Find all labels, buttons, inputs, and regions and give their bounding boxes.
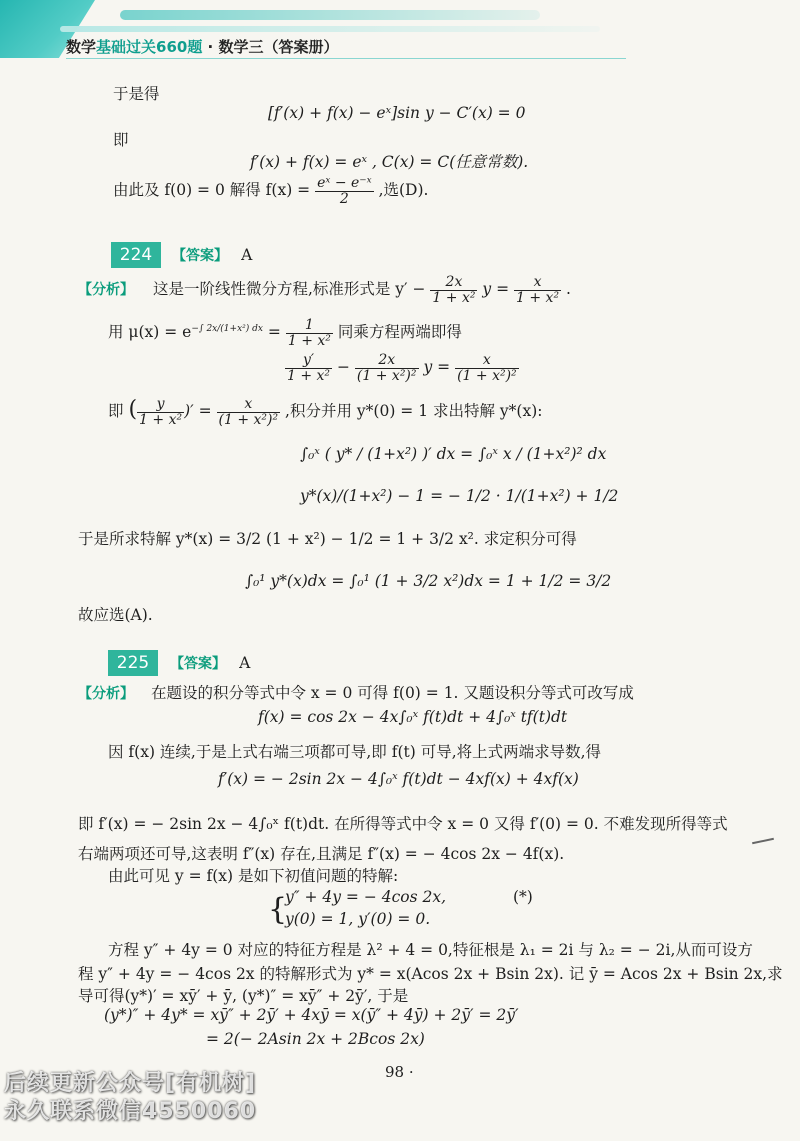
eq-a-den-2: (1 + x²)² — [356, 367, 417, 384]
text-yu-shi-de: 于是得 — [113, 85, 160, 103]
intro-frac-1-num: 2x — [445, 274, 463, 290]
ji-den-1: 1 + x² — [139, 411, 183, 428]
fraction-denominator: 2 — [315, 191, 374, 207]
watermark-line-2: 永久联系微信4550060 — [4, 1099, 257, 1124]
equation-224-a — [285, 353, 519, 383]
equation-prev-1: [f′(x) + f(x) − eˣ]sin y − C′(x) = 0 — [268, 104, 526, 122]
pencil-mark — [752, 838, 774, 845]
text-225-l5: 由此可见 y = f(x) 是如下初值问题的特解: — [108, 867, 399, 885]
ji-mid: )′ = — [184, 402, 212, 421]
analysis-225-l1 — [78, 681, 634, 703]
text-225-l4: 右端两项还可导,这表明 f″(x) 存在,且满足 f″(x) = − 4cos 2x − 4f(x). — [78, 845, 565, 863]
analysis-label: 【分析】 — [78, 686, 134, 702]
ji-den-2: (1 + x²)² — [218, 411, 279, 428]
eq-a-mid: y = — [423, 358, 451, 377]
mu-exponent: −∫ 2x/(1+x²) dx — [191, 324, 263, 335]
ji-line: 即 ( $\frac{y}{\text{1 + x²}}$ )′ = $\frac{x}{\text{(1 + x²)²}}$ ,积分并用 y*(0) = 1 求出特解 y*(x): — [108, 396, 543, 428]
eq-a-num-2: 2x — [378, 352, 396, 368]
equation-prev-2: f′(x) + f(x) = eˣ , C(x) = C(任意常数). — [250, 153, 529, 171]
mu-prefix: 用 μ(x) = e — [108, 323, 192, 342]
running-title-part1: 数学 — [66, 38, 97, 56]
eq-a-num-1: y′ — [302, 352, 315, 368]
running-title-part2: 基础过关660题 — [96, 38, 203, 56]
mu-suffix: 同乘方程两端即得 — [337, 323, 462, 342]
equation-225-2: f′(x) = − 2sin 2x − 4∫₀ˣ f(t)dt − 4xf(x) + 4xf(x) — [218, 770, 579, 788]
intro-frac-2-den: 1 + x² — [516, 289, 560, 306]
answer-label: 【答案】 — [172, 248, 228, 264]
running-title-part3: · 数学三（答案册） — [202, 38, 339, 56]
system-eq-1: y″ + 4y = − 4cos 2x, — [285, 888, 447, 906]
eq-a-frac-2 — [355, 353, 419, 383]
question-number-224: 224 — [111, 242, 161, 268]
intro-frac-1-den: 1 + x² — [432, 289, 476, 306]
answer-line-225 — [170, 653, 250, 673]
ji-frac-2 — [217, 397, 281, 427]
ji-frac-1 — [137, 397, 184, 427]
eq-a-minus: − — [336, 358, 350, 377]
header-stripe-decoration-2 — [60, 26, 600, 32]
intro-frac-2-num: x — [533, 274, 542, 290]
mu-frac-num: 1 — [304, 317, 314, 333]
definite-integral-line: ∫₀¹ y*(x)dx = ∫₀¹ (1 + 3/2 x²)dx = 1 + 1/2 = 3/2 — [245, 572, 612, 590]
intro-frac-2 — [514, 275, 561, 305]
system-eq-2: y(0) = 1, y′(0) = 0. — [285, 910, 431, 928]
text-225-l9: (y*)″ + 4y* = xȳ″ + 2ȳ′ + 4xȳ = x(ȳ″ + 4ȳ) + 2ȳ′ = 2ȳ′ — [104, 1006, 519, 1024]
answer-value: A — [241, 246, 253, 264]
answer-line-224 — [172, 245, 252, 265]
analysis-label: 【分析】 — [78, 282, 134, 299]
eq-a-frac-1 — [285, 353, 332, 383]
page-number: 98 · — [385, 1063, 414, 1081]
solution-fraction — [315, 176, 374, 206]
intro-end: . — [566, 280, 571, 299]
ji-prefix: 即 — [108, 402, 124, 421]
solution-line — [113, 176, 428, 206]
text-ji: 即 — [113, 131, 129, 149]
text-225-l6: 方程 y″ + 4y = 0 对应的特征方程是 λ² + 4 = 0,特征根是 λ₁ = 2i 与 λ₂ = − 2i,从而可设方 — [108, 941, 753, 959]
header-stripe-decoration — [120, 10, 540, 20]
integral-equation-224: ∫₀ˣ ( y* / (1+x²) )′ dx = ∫₀ˣ x / (1+x²)² dx — [300, 445, 607, 463]
text-225-l8: 导可得(y*)′ = xȳ′ + ȳ, (y*)″ = xȳ″ + 2ȳ′, 于是 — [78, 987, 409, 1005]
watermark-line-1: 后续更新公众号[有机树] — [4, 1071, 257, 1096]
solution-suffix: ,选(D). — [378, 181, 429, 200]
eq-a-frac-3 — [455, 353, 519, 383]
mu-equals: = — [267, 323, 281, 342]
star-label: (*) — [513, 888, 533, 906]
intro-text: 这是一阶线性微分方程,标准形式是 y′ − — [152, 280, 426, 299]
ji-num-1: y — [156, 396, 165, 412]
text-225-l10: = 2(− 2Asin 2x + 2Bcos 2x) — [206, 1030, 425, 1048]
ji-num-2: x — [244, 396, 253, 412]
question-number-225: 225 — [108, 650, 158, 676]
solution-equation-224: y*(x)/(1+x²) − 1 = − 1/2 · 1/(1+x²) + 1/2 — [300, 487, 619, 505]
eq-a-num-3: x — [482, 352, 491, 368]
header-rule — [66, 58, 626, 59]
text-225-l7: 程 y″ + 4y = − 4cos 2x 的特解形式为 y* = x(Acos 2x + Bsin 2x). 记 ȳ = Acos 2x + Bsin 2x,求 — [78, 965, 783, 983]
text-225-l3: 即 f′(x) = − 2sin 2x − 4∫₀ˣ f(t)dt. 在所得等式中令 x = 0 又得 f′(0) = 0. 不难发现所得等式 — [78, 815, 728, 833]
eq-a-den-1: 1 + x² — [287, 367, 331, 384]
mu-fraction — [286, 318, 333, 348]
answer-value: A — [239, 654, 251, 672]
particular-solution-line: 于是所求特解 y*(x) = 3/2 (1 + x²) − 1/2 = 1 + 3/2 x². 求定积分可得 — [78, 530, 577, 548]
running-title — [66, 36, 338, 57]
mu-frac-den: 1 + x² — [287, 332, 331, 349]
mu-line — [108, 318, 462, 348]
intro-frac-1 — [430, 275, 477, 305]
equation-225-1: f(x) = cos 2x − 4x∫₀ˣ f(t)dt + 4∫₀ˣ tf(t)dt — [258, 708, 568, 726]
solution-prefix: 由此及 f(0) = 0 解得 f(x) = — [113, 181, 311, 200]
ji-suffix: ,积分并用 y*(0) = 1 求出特解 y*(x): — [285, 402, 543, 421]
answer-label: 【答案】 — [170, 656, 226, 672]
choose-a-line: 故应选(A). — [78, 606, 153, 624]
intro-mid: y = — [482, 280, 510, 299]
eq-a-den-3: (1 + x²)² — [457, 367, 517, 384]
brace: { — [268, 892, 288, 927]
analysis-224-intro — [78, 275, 571, 305]
text-225-l2: 因 f(x) 连续,于是上式右端三项都可导,即 f(t) 可导,将上式两端求导数,得 — [108, 743, 602, 761]
fraction-numerator: eˣ − e⁻ˣ — [317, 175, 372, 191]
analysis-225-text: 在题设的积分等式中令 x = 0 可得 f(0) = 1. 又题设积分等式可改写成 — [150, 684, 634, 702]
